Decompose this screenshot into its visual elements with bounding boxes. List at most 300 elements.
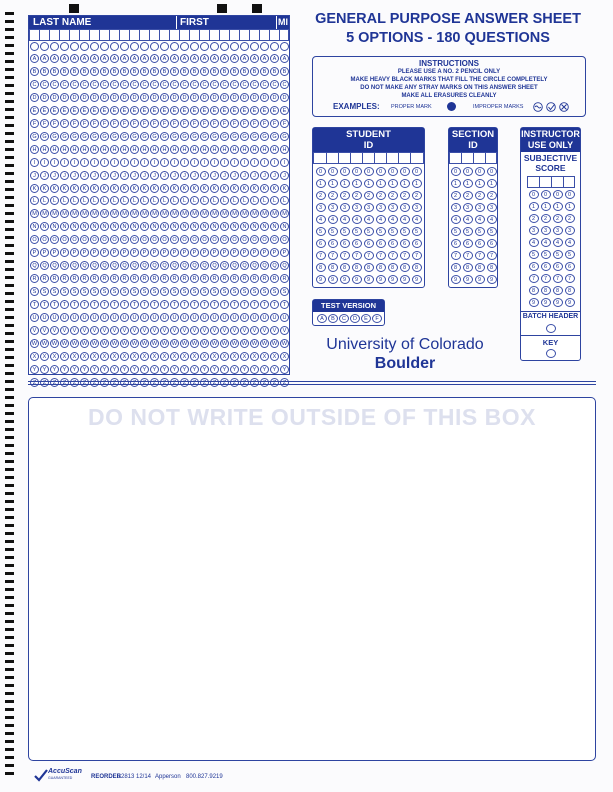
student-id-bubble[interactable]: 8 xyxy=(340,263,350,272)
name-bubble[interactable]: I xyxy=(260,158,269,167)
name-bubble[interactable]: S xyxy=(140,287,149,296)
name-bubble[interactable]: A xyxy=(50,54,59,63)
student-id-bubble[interactable]: 4 xyxy=(388,215,398,224)
name-bubble[interactable]: B xyxy=(60,67,69,76)
name-bubble[interactable]: D xyxy=(180,93,189,102)
name-bubble[interactable]: H xyxy=(280,145,289,154)
name-bubble[interactable]: C xyxy=(180,80,189,89)
name-bubble[interactable]: D xyxy=(270,93,279,102)
name-bubble[interactable]: F xyxy=(180,119,189,128)
name-bubble[interactable]: M xyxy=(90,209,99,218)
name-bubble[interactable]: D xyxy=(200,93,209,102)
subjective-score-bubble[interactable]: 0 xyxy=(541,190,551,199)
student-id-bubble[interactable]: 7 xyxy=(316,251,326,260)
name-bubble[interactable]: I xyxy=(220,158,229,167)
student-id-bubble[interactable]: 0 xyxy=(352,167,362,176)
name-bubble[interactable]: W xyxy=(281,340,288,347)
name-bubble[interactable]: D xyxy=(160,93,169,102)
student-id-bubble[interactable]: 1 xyxy=(352,179,362,188)
section-id-bubble[interactable]: 4 xyxy=(463,215,473,224)
name-bubble[interactable]: D xyxy=(140,93,149,102)
name-bubble[interactable]: M xyxy=(160,209,169,218)
name-bubble[interactable]: E xyxy=(190,106,199,115)
name-bubble[interactable]: A xyxy=(200,54,209,63)
name-bubble[interactable]: Y xyxy=(140,365,149,374)
name-bubble[interactable]: R xyxy=(190,274,199,283)
name-bubble[interactable]: U xyxy=(100,313,109,322)
name-bubble[interactable]: G xyxy=(90,132,99,141)
student-id-bubble[interactable]: 2 xyxy=(352,191,362,200)
name-bubble[interactable]: R xyxy=(270,274,279,283)
name-bubble[interactable]: A xyxy=(120,54,129,63)
name-bubble[interactable]: P xyxy=(180,248,189,257)
name-bubble[interactable]: K xyxy=(30,184,39,193)
name-bubble[interactable]: Z xyxy=(30,378,39,387)
name-bubble[interactable]: F xyxy=(70,119,79,128)
name-bubble[interactable]: Q xyxy=(260,261,269,270)
name-bubble[interactable]: U xyxy=(170,313,179,322)
name-bubble[interactable]: F xyxy=(160,119,169,128)
name-blank-bubble[interactable] xyxy=(120,42,129,51)
name-bubble[interactable]: Q xyxy=(70,261,79,270)
name-bubble[interactable]: F xyxy=(140,119,149,128)
name-bubble[interactable]: T xyxy=(100,300,109,309)
name-bubble[interactable]: T xyxy=(60,300,69,309)
name-bubble[interactable]: B xyxy=(140,67,149,76)
student-id-bubble[interactable]: 3 xyxy=(328,203,338,212)
name-bubble[interactable]: C xyxy=(140,80,149,89)
name-bubble[interactable]: G xyxy=(160,132,169,141)
name-bubble[interactable]: X xyxy=(200,352,209,361)
name-bubble[interactable]: U xyxy=(210,313,219,322)
name-bubble[interactable]: I xyxy=(110,158,119,167)
name-bubble[interactable]: V xyxy=(230,326,239,335)
name-bubble[interactable]: E xyxy=(80,106,89,115)
name-bubble[interactable]: K xyxy=(250,184,259,193)
name-bubble[interactable]: M xyxy=(190,209,199,218)
name-bubble[interactable]: E xyxy=(130,106,139,115)
name-bubble[interactable]: P xyxy=(280,248,289,257)
name-bubble[interactable]: I xyxy=(70,158,79,167)
subjective-score-bubble[interactable]: 7 xyxy=(565,274,575,283)
section-id-bubble[interactable]: 2 xyxy=(487,191,497,200)
name-bubble[interactable]: O xyxy=(240,235,249,244)
name-bubble[interactable]: I xyxy=(150,158,159,167)
name-bubble[interactable]: Z xyxy=(210,378,219,387)
name-blank-bubble[interactable] xyxy=(280,42,289,51)
name-bubble[interactable]: C xyxy=(230,80,239,89)
name-bubble[interactable]: G xyxy=(100,132,109,141)
name-bubble[interactable]: A xyxy=(260,54,269,63)
name-bubble[interactable]: Z xyxy=(200,378,209,387)
name-bubble[interactable]: Q xyxy=(80,261,89,270)
name-bubble[interactable]: W xyxy=(31,340,38,347)
name-bubble[interactable]: P xyxy=(130,248,139,257)
name-bubble[interactable]: Y xyxy=(180,365,189,374)
name-bubble[interactable]: G xyxy=(40,132,49,141)
test-version-bubble[interactable]: F xyxy=(372,314,382,323)
name-bubble[interactable]: J xyxy=(60,171,69,180)
student-id-bubble[interactable]: 3 xyxy=(316,203,326,212)
name-bubble[interactable]: F xyxy=(210,119,219,128)
name-bubble[interactable]: K xyxy=(220,184,229,193)
name-bubble[interactable]: D xyxy=(130,93,139,102)
name-bubble[interactable]: X xyxy=(230,352,239,361)
name-bubble[interactable]: G xyxy=(70,132,79,141)
name-bubble[interactable]: C xyxy=(160,80,169,89)
section-id-bubble[interactable]: 7 xyxy=(463,251,473,260)
name-bubble[interactable]: L xyxy=(280,196,289,205)
name-blank-bubble[interactable] xyxy=(90,42,99,51)
name-bubble[interactable]: G xyxy=(30,132,39,141)
name-bubble[interactable]: N xyxy=(70,222,79,231)
name-bubble[interactable]: L xyxy=(110,196,119,205)
name-bubble[interactable]: D xyxy=(110,93,119,102)
subjective-score-bubble[interactable]: 7 xyxy=(541,274,551,283)
name-bubble[interactable]: I xyxy=(80,158,89,167)
name-bubble[interactable]: J xyxy=(130,171,139,180)
section-id-bubble[interactable]: 5 xyxy=(487,227,497,236)
name-bubble[interactable]: L xyxy=(150,196,159,205)
name-bubble[interactable]: U xyxy=(200,313,209,322)
name-bubble[interactable]: F xyxy=(150,119,159,128)
name-bubble[interactable]: E xyxy=(170,106,179,115)
name-bubble[interactable]: B xyxy=(190,67,199,76)
name-bubble[interactable]: A xyxy=(270,54,279,63)
name-bubble[interactable]: F xyxy=(250,119,259,128)
name-bubble[interactable]: Y xyxy=(160,365,169,374)
name-bubble[interactable]: Z xyxy=(230,378,239,387)
name-bubble[interactable]: Z xyxy=(190,378,199,387)
name-bubble[interactable]: I xyxy=(170,158,179,167)
section-id-bubble[interactable]: 2 xyxy=(475,191,485,200)
name-bubble[interactable]: A xyxy=(180,54,189,63)
name-bubble[interactable]: X xyxy=(190,352,199,361)
subjective-score-bubble[interactable]: 7 xyxy=(529,274,539,283)
name-bubble[interactable]: T xyxy=(90,300,99,309)
student-id-bubble[interactable]: 6 xyxy=(364,239,374,248)
student-id-bubble[interactable]: 5 xyxy=(388,227,398,236)
student-id-bubble[interactable]: 1 xyxy=(388,179,398,188)
name-bubble[interactable]: D xyxy=(70,93,79,102)
subjective-score-bubble[interactable]: 6 xyxy=(529,262,539,271)
name-bubble[interactable]: H xyxy=(100,145,109,154)
name-bubble[interactable]: D xyxy=(240,93,249,102)
student-id-bubble[interactable]: 3 xyxy=(376,203,386,212)
student-id-bubble[interactable]: 9 xyxy=(400,275,410,284)
section-id-bubble[interactable]: 0 xyxy=(487,167,497,176)
name-bubble[interactable]: B xyxy=(270,67,279,76)
name-bubble[interactable]: J xyxy=(80,171,89,180)
name-bubble[interactable]: D xyxy=(280,93,289,102)
name-bubble[interactable]: R xyxy=(160,274,169,283)
name-bubble[interactable]: K xyxy=(100,184,109,193)
name-bubble[interactable]: K xyxy=(230,184,239,193)
subjective-score-bubble[interactable]: 2 xyxy=(553,214,563,223)
name-bubble[interactable]: K xyxy=(50,184,59,193)
name-bubble[interactable]: I xyxy=(90,158,99,167)
name-bubble[interactable]: S xyxy=(110,287,119,296)
subjective-score-bubble[interactable]: 2 xyxy=(541,214,551,223)
name-bubble[interactable]: K xyxy=(40,184,49,193)
name-bubble[interactable]: H xyxy=(110,145,119,154)
name-bubble[interactable]: W xyxy=(191,340,198,347)
name-bubble[interactable]: I xyxy=(270,158,279,167)
name-bubble[interactable]: Y xyxy=(200,365,209,374)
name-bubble[interactable]: U xyxy=(80,313,89,322)
name-bubble[interactable]: R xyxy=(280,274,289,283)
name-bubble[interactable]: R xyxy=(60,274,69,283)
section-id-bubble[interactable]: 1 xyxy=(451,179,461,188)
name-bubble[interactable]: O xyxy=(150,235,159,244)
name-bubble[interactable]: D xyxy=(50,93,59,102)
name-bubble[interactable]: V xyxy=(150,326,159,335)
student-id-bubble[interactable]: 2 xyxy=(388,191,398,200)
test-version-bubble[interactable]: A xyxy=(317,314,327,323)
name-bubble[interactable]: X xyxy=(100,352,109,361)
name-bubble[interactable]: Z xyxy=(100,378,109,387)
name-bubble[interactable]: W xyxy=(161,340,168,347)
name-bubble[interactable]: T xyxy=(190,300,199,309)
name-bubble[interactable]: S xyxy=(40,287,49,296)
student-id-bubble[interactable]: 5 xyxy=(376,227,386,236)
name-bubble[interactable]: A xyxy=(90,54,99,63)
name-bubble[interactable]: V xyxy=(110,326,119,335)
name-blank-bubble[interactable] xyxy=(230,42,239,51)
name-bubble[interactable]: J xyxy=(40,171,49,180)
name-bubble[interactable]: N xyxy=(160,222,169,231)
name-bubble[interactable]: A xyxy=(40,54,49,63)
student-id-bubble[interactable]: 8 xyxy=(388,263,398,272)
section-id-bubble[interactable]: 3 xyxy=(487,203,497,212)
test-version-bubble[interactable]: D xyxy=(350,314,360,323)
student-id-bubble[interactable]: 3 xyxy=(388,203,398,212)
name-bubble[interactable]: U xyxy=(150,313,159,322)
name-bubble[interactable]: H xyxy=(120,145,129,154)
name-blank-bubble[interactable] xyxy=(130,42,139,51)
name-bubble[interactable]: I xyxy=(140,158,149,167)
name-bubble[interactable]: S xyxy=(200,287,209,296)
student-id-bubble[interactable]: 4 xyxy=(376,215,386,224)
name-bubble[interactable]: M xyxy=(200,209,209,218)
subjective-score-bubble[interactable]: 6 xyxy=(565,262,575,271)
name-bubble[interactable]: T xyxy=(280,300,289,309)
subjective-score-bubble[interactable]: 2 xyxy=(529,214,539,223)
student-id-bubble[interactable]: 5 xyxy=(316,227,326,236)
name-bubble[interactable]: Z xyxy=(80,378,89,387)
student-id-bubble[interactable]: 1 xyxy=(364,179,374,188)
name-bubble[interactable]: K xyxy=(130,184,139,193)
name-bubble[interactable]: P xyxy=(250,248,259,257)
name-bubble[interactable]: X xyxy=(60,352,69,361)
student-id-bubble[interactable]: 0 xyxy=(388,167,398,176)
name-bubble[interactable]: N xyxy=(170,222,179,231)
name-bubble[interactable]: L xyxy=(40,196,49,205)
name-bubble[interactable]: I xyxy=(160,158,169,167)
name-bubble[interactable]: L xyxy=(270,196,279,205)
student-id-bubble[interactable]: 8 xyxy=(412,263,422,272)
subjective-score-bubble[interactable]: 8 xyxy=(529,286,539,295)
name-bubble[interactable]: B xyxy=(110,67,119,76)
student-id-bubble[interactable]: 1 xyxy=(376,179,386,188)
name-bubble[interactable]: L xyxy=(70,196,79,205)
name-bubble[interactable]: P xyxy=(150,248,159,257)
name-bubble[interactable]: O xyxy=(50,235,59,244)
name-bubble[interactable]: Q xyxy=(40,261,49,270)
name-bubble[interactable]: A xyxy=(220,54,229,63)
name-bubble[interactable]: T xyxy=(170,300,179,309)
name-blank-bubble[interactable] xyxy=(160,42,169,51)
name-bubble[interactable]: N xyxy=(100,222,109,231)
name-bubble[interactable]: P xyxy=(170,248,179,257)
name-bubble[interactable]: G xyxy=(150,132,159,141)
name-bubble[interactable]: E xyxy=(140,106,149,115)
name-bubble[interactable]: Y xyxy=(230,365,239,374)
name-bubble[interactable]: T xyxy=(130,300,139,309)
name-bubble[interactable]: O xyxy=(110,235,119,244)
name-bubble[interactable]: E xyxy=(280,106,289,115)
name-bubble[interactable]: J xyxy=(250,171,259,180)
name-bubble[interactable]: K xyxy=(90,184,99,193)
student-id-bubble[interactable]: 0 xyxy=(340,167,350,176)
name-bubble[interactable]: J xyxy=(150,171,159,180)
name-bubble[interactable]: G xyxy=(170,132,179,141)
name-bubble[interactable]: Q xyxy=(50,261,59,270)
batch-header-bubble[interactable] xyxy=(546,324,556,333)
name-bubble[interactable]: A xyxy=(240,54,249,63)
name-bubble[interactable]: V xyxy=(80,326,89,335)
name-bubble[interactable]: Q xyxy=(190,261,199,270)
student-id-bubble[interactable]: 6 xyxy=(352,239,362,248)
name-bubble[interactable]: F xyxy=(230,119,239,128)
name-bubble[interactable]: H xyxy=(190,145,199,154)
name-bubble[interactable]: F xyxy=(50,119,59,128)
name-bubble[interactable]: D xyxy=(40,93,49,102)
name-bubble[interactable]: T xyxy=(160,300,169,309)
name-bubble[interactable]: R xyxy=(250,274,259,283)
section-id-bubble[interactable]: 9 xyxy=(451,275,461,284)
name-bubble[interactable]: V xyxy=(100,326,109,335)
name-bubble[interactable]: M xyxy=(240,209,249,218)
name-bubble[interactable]: X xyxy=(220,352,229,361)
name-bubble[interactable]: P xyxy=(30,248,39,257)
name-bubble[interactable]: G xyxy=(220,132,229,141)
name-bubble[interactable]: N xyxy=(40,222,49,231)
name-bubble[interactable]: R xyxy=(170,274,179,283)
name-bubble[interactable]: C xyxy=(270,80,279,89)
subjective-score-bubble[interactable]: 1 xyxy=(541,202,551,211)
student-id-bubble[interactable]: 4 xyxy=(316,215,326,224)
student-id-bubble[interactable]: 7 xyxy=(388,251,398,260)
name-bubble[interactable]: J xyxy=(50,171,59,180)
name-bubble[interactable]: R xyxy=(110,274,119,283)
name-blank-bubble[interactable] xyxy=(40,42,49,51)
name-bubble[interactable]: Q xyxy=(210,261,219,270)
name-bubble[interactable]: K xyxy=(150,184,159,193)
name-bubble[interactable]: N xyxy=(190,222,199,231)
name-bubble[interactable]: T xyxy=(270,300,279,309)
name-bubble[interactable]: Q xyxy=(120,261,129,270)
name-bubble[interactable]: Z xyxy=(90,378,99,387)
subjective-score-bubble[interactable]: 9 xyxy=(541,298,551,307)
name-bubble[interactable]: X xyxy=(260,352,269,361)
subjective-score-bubble[interactable]: 4 xyxy=(541,238,551,247)
name-bubble[interactable]: D xyxy=(260,93,269,102)
name-bubble[interactable]: V xyxy=(70,326,79,335)
name-bubble[interactable]: F xyxy=(270,119,279,128)
name-bubble[interactable]: U xyxy=(260,313,269,322)
name-bubble[interactable]: Y xyxy=(240,365,249,374)
section-id-bubble[interactable]: 8 xyxy=(463,263,473,272)
name-bubble[interactable]: G xyxy=(50,132,59,141)
name-bubble[interactable]: Y xyxy=(170,365,179,374)
name-bubble[interactable]: A xyxy=(210,54,219,63)
name-bubble[interactable]: Y xyxy=(70,365,79,374)
name-bubble[interactable]: C xyxy=(30,80,39,89)
student-id-bubble[interactable]: 1 xyxy=(316,179,326,188)
name-bubble[interactable]: K xyxy=(140,184,149,193)
name-blank-bubble[interactable] xyxy=(250,42,259,51)
name-bubble[interactable]: I xyxy=(250,158,259,167)
student-id-bubble[interactable]: 9 xyxy=(328,275,338,284)
subjective-score-bubble[interactable]: 0 xyxy=(553,190,563,199)
student-id-bubble[interactable]: 6 xyxy=(400,239,410,248)
name-bubble[interactable]: H xyxy=(160,145,169,154)
name-bubble[interactable]: J xyxy=(90,171,99,180)
name-bubble[interactable]: Q xyxy=(250,261,259,270)
name-bubble[interactable]: Z xyxy=(250,378,259,387)
name-blank-bubble[interactable] xyxy=(110,42,119,51)
name-bubble[interactable]: Q xyxy=(240,261,249,270)
name-bubble[interactable]: F xyxy=(90,119,99,128)
name-blank-bubble[interactable] xyxy=(60,42,69,51)
name-bubble[interactable]: J xyxy=(190,171,199,180)
student-id-bubble[interactable]: 3 xyxy=(412,203,422,212)
subjective-score-bubble[interactable]: 1 xyxy=(565,202,575,211)
name-bubble[interactable]: J xyxy=(180,171,189,180)
name-bubble[interactable]: C xyxy=(240,80,249,89)
student-id-bubble[interactable]: 9 xyxy=(376,275,386,284)
student-id-bubble[interactable]: 2 xyxy=(316,191,326,200)
name-bubble[interactable]: G xyxy=(270,132,279,141)
student-id-bubble[interactable]: 5 xyxy=(400,227,410,236)
name-bubble[interactable]: B xyxy=(240,67,249,76)
name-bubble[interactable]: T xyxy=(80,300,89,309)
name-bubble[interactable]: K xyxy=(80,184,89,193)
student-id-bubble[interactable]: 1 xyxy=(412,179,422,188)
name-bubble[interactable]: R xyxy=(240,274,249,283)
name-bubble[interactable]: I xyxy=(60,158,69,167)
name-bubble[interactable]: H xyxy=(170,145,179,154)
name-bubble[interactable]: K xyxy=(70,184,79,193)
name-bubble[interactable]: T xyxy=(70,300,79,309)
name-bubble[interactable]: C xyxy=(210,80,219,89)
name-bubble[interactable]: C xyxy=(200,80,209,89)
name-bubble[interactable]: P xyxy=(210,248,219,257)
student-id-bubble[interactable]: 0 xyxy=(364,167,374,176)
name-bubble[interactable]: U xyxy=(60,313,69,322)
subjective-score-bubble[interactable]: 6 xyxy=(553,262,563,271)
name-bubble[interactable]: E xyxy=(220,106,229,115)
name-bubble[interactable]: C xyxy=(250,80,259,89)
name-bubble[interactable]: X xyxy=(50,352,59,361)
name-bubble[interactable]: U xyxy=(240,313,249,322)
name-bubble[interactable]: N xyxy=(30,222,39,231)
name-bubble[interactable]: K xyxy=(180,184,189,193)
subjective-score-bubble[interactable]: 9 xyxy=(553,298,563,307)
name-bubble[interactable]: W xyxy=(181,340,188,347)
name-bubble[interactable]: R xyxy=(80,274,89,283)
